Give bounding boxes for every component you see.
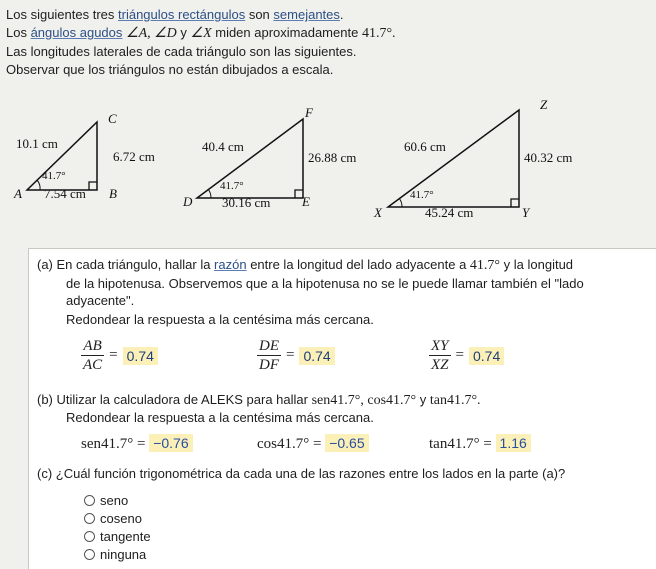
triangles-figure (0, 95, 656, 245)
answer-de-df[interactable]: 0.74 (299, 347, 334, 365)
hyp-xz: 60.6 cm (404, 139, 446, 154)
radio-circle-icon[interactable] (84, 549, 95, 560)
angle-a-label: 41.7° (42, 170, 66, 182)
part-a-text: y la longitud (500, 257, 574, 272)
vertex-c: C (108, 111, 117, 126)
vertex-a: A (14, 186, 22, 201)
option-label: tangente (100, 529, 151, 544)
equals-sign: = (286, 347, 295, 363)
triangle-xyz (373, 97, 572, 220)
equals-sign: = (109, 347, 118, 363)
vertex-x: X (374, 205, 382, 220)
angle-value: 41.7° (469, 258, 501, 273)
option-coseno[interactable] (84, 511, 142, 526)
angles-text: ∠A, ∠D (126, 26, 177, 41)
right-angle-mark (89, 182, 97, 190)
tan-label: tan41.7° = (429, 436, 496, 452)
angle-x-text: ∠X (190, 26, 212, 41)
fraction (81, 337, 104, 374)
part-b-text: y (416, 392, 430, 407)
option-label: coseno (100, 511, 142, 526)
right-angle-mark (511, 199, 519, 207)
intro-text: son (245, 7, 274, 22)
option-label: seno (100, 493, 129, 508)
link-acute-angles[interactable]: ángulos agudos (30, 25, 123, 40)
intro-text: y (176, 25, 191, 40)
denominator: XZ (431, 357, 449, 373)
intro-text: Los (6, 25, 31, 40)
part-a-line-4: Redondear la respuesta a la centésima más cercana. (66, 312, 374, 327)
angle-x-label: 41.7° (410, 189, 434, 201)
intro-text: Los siguientes tres (6, 7, 119, 22)
angle-arc (37, 180, 40, 190)
angle-value: 41.7°. (361, 26, 396, 41)
intro-text: miden aproximadamente (211, 25, 362, 40)
ratio-xy-xz (429, 337, 504, 374)
intro-line-3: Las longitudes laterales de cada triángulo son las siguientes. (6, 44, 357, 59)
part-a-line-3: adyacente". (66, 293, 135, 308)
part-a-line-2: de la hipotenusa. Observemos que a la hipotenusa no se le puede llamar también el "lado (66, 276, 584, 291)
answer-tan[interactable]: 1.16 (496, 434, 531, 452)
link-similar[interactable]: semejantes (273, 7, 340, 22)
equals-sign: = (455, 347, 464, 363)
triangle-abc (13, 111, 155, 201)
radio-circle-icon[interactable] (84, 495, 95, 506)
sin-text: sen41.7°, (311, 393, 364, 408)
fraction (429, 337, 451, 374)
option-ninguna[interactable] (84, 547, 146, 562)
cos-label: cos41.7° = (257, 436, 326, 452)
side-xy: 45.24 cm (425, 205, 474, 220)
triangle-xyz-shape (388, 110, 519, 207)
side-bc: 6.72 cm (113, 149, 155, 164)
ratio-de-df (257, 337, 335, 374)
tan-text: tan41.7°. (429, 393, 481, 408)
question-panel (28, 248, 656, 569)
angle-arc (399, 198, 402, 207)
side-ef: 26.88 cm (308, 150, 357, 165)
part-b-line-1 (37, 391, 481, 409)
numerator: AB (83, 338, 102, 354)
radio-circle-icon[interactable] (84, 513, 95, 524)
vertex-d: D (183, 194, 193, 209)
triangle-def (182, 105, 356, 210)
answer-sin[interactable]: −0.76 (149, 434, 192, 452)
denominator: DF (259, 357, 279, 373)
option-label: ninguna (100, 547, 147, 562)
intro-line-4: Observar que los triángulos no están dibujados a escala. (6, 62, 334, 77)
link-ratio[interactable]: razón (214, 257, 247, 272)
vertex-y: Y (522, 205, 530, 220)
sin-label: sen41.7° = (81, 436, 150, 452)
vertex-z: Z (540, 97, 548, 112)
triangle-def-shape (197, 119, 303, 198)
option-tangente[interactable] (84, 529, 151, 544)
part-a-text: entre la longitud del lado adyacente a (246, 257, 470, 272)
option-seno[interactable] (84, 493, 128, 508)
vertex-f: F (305, 105, 313, 120)
cos-row (257, 435, 369, 453)
denominator: AC (83, 357, 103, 373)
numerator: XY (431, 338, 449, 354)
answer-xy-xz[interactable]: 0.74 (469, 347, 504, 365)
fraction (257, 337, 281, 374)
vertex-e: E (302, 194, 310, 209)
hyp-ac: 10.1 cm (16, 136, 58, 151)
side-de: 30.16 cm (222, 195, 271, 210)
link-right-triangles[interactable]: triángulos rectángulos (118, 7, 246, 22)
intro-text: . (339, 7, 344, 22)
radio-circle-icon[interactable] (84, 531, 95, 542)
part-a-text: (a) En cada triángulo, hallar la (37, 257, 215, 272)
intro-line-2 (6, 24, 646, 43)
numerator: DE (259, 338, 279, 354)
hyp-df: 40.4 cm (202, 139, 244, 154)
answer-cos[interactable]: −0.65 (325, 434, 368, 452)
problem-intro (6, 6, 646, 79)
part-b-line-2: Redondear la respuesta a la centésima más cercana. (66, 410, 374, 425)
part-a-line-1 (37, 256, 652, 274)
side-ab: 7.54 cm (44, 186, 86, 201)
angle-arc (208, 189, 211, 198)
side-yz: 40.32 cm (524, 150, 573, 165)
cos-text: cos41.7° (363, 393, 417, 408)
ratio-ab-ac (81, 337, 158, 374)
tan-row (429, 435, 531, 453)
vertex-b: B (109, 186, 117, 201)
part-b-text: (b) Utilizar la calculadora de ALEKS para hallar (37, 392, 312, 407)
sin-row (81, 435, 193, 453)
intro-line-1 (6, 6, 646, 24)
angle-d-label: 41.7° (220, 180, 244, 192)
answer-ab-ac[interactable]: 0.74 (123, 347, 158, 365)
part-c-question: (c) ¿Cuál función trigonométrica da cada una de las razones entre los lados en la parte (a)? (37, 466, 566, 481)
